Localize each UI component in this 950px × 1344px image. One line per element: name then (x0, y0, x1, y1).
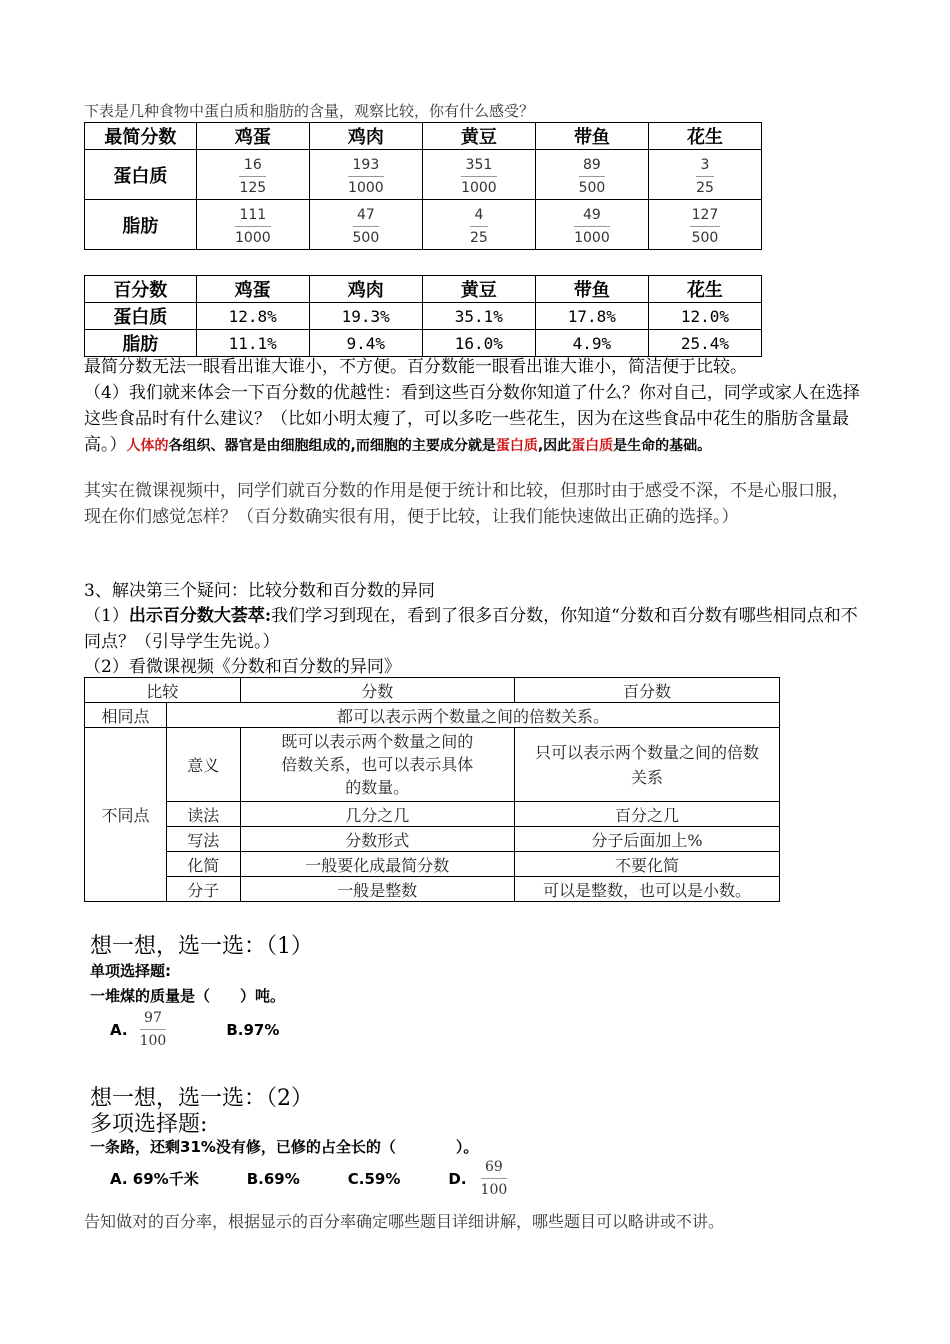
table-row (85, 877, 780, 902)
numerator: 16 (243, 157, 262, 173)
fraction-table-header (85, 123, 762, 150)
option-a-label[interactable]: A. (110, 1020, 128, 1039)
percent-cell: 不要化简 (515, 852, 780, 877)
denominator: 100 (139, 1033, 167, 1049)
question-1-options (110, 1011, 279, 1048)
table-row (85, 728, 780, 802)
table-row (85, 330, 762, 357)
advantage-paragraph (84, 380, 864, 459)
denominator: 1000 (235, 230, 271, 246)
fraction-cell: 分数形式 (240, 827, 515, 852)
header-cell: 黄豆 (422, 276, 535, 303)
row-label: 脂肪 (85, 200, 197, 250)
aspect-cell: 写法 (167, 827, 241, 852)
table-row (85, 852, 780, 877)
denominator: 25 (696, 180, 714, 196)
percent-cell: 16.0% (422, 330, 535, 357)
header-cell: 花生 (648, 123, 761, 150)
option-b[interactable]: B.97% (226, 1020, 280, 1039)
fraction-cell (309, 150, 422, 200)
section-3-title: 3、解决第三个疑问：比较分数和百分数的异同 (84, 581, 435, 601)
fraction-cell (196, 150, 309, 200)
numerator: 69 (485, 1159, 503, 1175)
denominator: 1000 (348, 180, 384, 196)
numerator: 351 (465, 157, 493, 173)
percent-table (84, 275, 762, 357)
percent-cell: 9.4% (309, 330, 422, 357)
numerator: 47 (356, 207, 375, 223)
denominator: 1000 (461, 180, 497, 196)
row-label: 蛋白质 (85, 150, 197, 200)
percent-cell: 可以是整数，也可以是小数。 (515, 877, 780, 902)
option-a[interactable]: A. 69%千米 (110, 1170, 199, 1188)
fraction-cell (196, 200, 309, 250)
numerator: 3 (700, 157, 710, 173)
section-3-step-1 (84, 603, 864, 655)
numerator: 49 (583, 207, 601, 223)
numerator: 127 (691, 207, 719, 223)
percent-cell: 19.3% (309, 303, 422, 330)
fraction-cell (422, 200, 535, 250)
fraction-cell (535, 200, 648, 250)
option-d-label[interactable]: D. (448, 1169, 467, 1188)
percent-cell: 4.9% (535, 330, 648, 357)
fraction-table (84, 122, 762, 250)
percent-cell: 分子后面加上% (515, 827, 780, 852)
aspect-cell: 化简 (167, 852, 241, 877)
intro-text: 下表是几种食物中蛋白质和脂肪的含量，观察比较，你有什么感受？ (84, 102, 535, 120)
advantage-text: （4）我们就来体会一下百分数的优越性：看到这些百分数你知道了什么？你对自己，同学或家人在选择这些食品时有什么建议？（比如小明太瘦了，可以多吃一些花生，因为在这些食品中花生的脂肪含量最高。） (84, 383, 860, 455)
numerator: 89 (583, 157, 601, 173)
question-2-options (110, 1160, 507, 1197)
comparison-paragraph: 最简分数无法一眼看出谁大谁小，不方便。百分数能一眼看出谁大谁小，简洁便于比较。 (84, 357, 747, 377)
fraction-cell (648, 200, 761, 250)
row-label: 脂肪 (85, 330, 197, 357)
header-cell: 百分数 (85, 276, 197, 303)
table-row (85, 827, 780, 852)
denominator: 25 (469, 230, 488, 246)
reflection-paragraph: 其实在微课视频中，同学们就百分数的作用是便于统计和比较，但那时由于感受不深，不是心服口服，现在你们感觉怎样？（百分数确实很有用，便于比较，让我们能快速做出正确的选择。） (84, 481, 849, 527)
highlight-text: 蛋白质 (495, 438, 538, 454)
question-1-heading: 想一想，选一选：（1） (90, 934, 313, 959)
bold-text: ,因此 (537, 438, 572, 454)
aspect-cell: 分子 (167, 877, 241, 902)
bold-text: 各组织、器官是由细胞组成的,而细胞的主要成分就是 (168, 438, 496, 454)
table-row (85, 802, 780, 827)
numerator: 193 (352, 157, 380, 173)
row-label: 相同点 (85, 703, 167, 728)
fraction-cell: 几分之几 (240, 802, 515, 827)
table-row (85, 703, 780, 728)
table-row (85, 200, 762, 250)
highlight-text: 人体的 (126, 438, 169, 454)
comparison-table (84, 677, 780, 902)
header-cell: 最简分数 (85, 123, 197, 150)
aspect-cell: 意义 (167, 728, 241, 802)
step-text: 我们学习到现在，看到了很多百分数，你知道“分数和百分数有哪些相同点和不同点？（引导学生先说。） (84, 606, 858, 652)
header-cell: 鸡蛋 (196, 123, 309, 150)
bold-text: 是生命的基础。 (613, 438, 712, 454)
header-cell: 带鱼 (535, 123, 648, 150)
header-cell: 鸡蛋 (196, 276, 309, 303)
section-3-step-2: （2）看微课视频《分数和百分数的异同》 (84, 657, 401, 677)
same-point-cell: 都可以表示两个数量之间的倍数关系。 (167, 703, 780, 728)
percent-table-header (85, 276, 762, 303)
question-2-text: 一条路，还剩31%没有修，已修的占全长的（ ）。 (90, 1138, 479, 1156)
denominator: 500 (352, 230, 380, 246)
denominator: 500 (578, 180, 606, 196)
header-cell: 花生 (648, 276, 761, 303)
denominator: 500 (691, 230, 719, 246)
step-prefix: （1） (84, 606, 129, 626)
header-cell: 鸡肉 (309, 276, 422, 303)
header-cell: 比较 (85, 678, 241, 703)
option-d-fraction[interactable] (481, 1160, 508, 1197)
percent-cell: 25.4% (648, 330, 761, 357)
percent-cell: 17.8% (535, 303, 648, 330)
denominator: 1000 (574, 230, 610, 246)
row-label: 蛋白质 (85, 303, 197, 330)
numerator: 97 (144, 1010, 162, 1026)
header-cell: 黄豆 (422, 123, 535, 150)
question-2-type: 多项选择题: (90, 1112, 208, 1137)
numerator: 111 (239, 207, 267, 223)
step-bold: 出示百分数大荟萃: (128, 606, 272, 626)
question-2-heading: 想一想，选一选：（2） (90, 1086, 313, 1111)
fraction-cell: 既可以表示两个数量之间的倍数关系，也可以表示具体的数量。 (240, 728, 515, 802)
fraction-cell (309, 200, 422, 250)
header-cell: 百分数 (515, 678, 780, 703)
closing-text: 告知做对的百分率，根据显示的百分率确定哪些题目详细讲解，哪些题目可以略讲或不讲。 (84, 1212, 725, 1231)
header-cell: 鸡肉 (309, 123, 422, 150)
percent-cell: 12.8% (196, 303, 309, 330)
option-c[interactable]: C.59% (347, 1169, 401, 1188)
question-1-type: 单项选择题: (90, 962, 171, 980)
option-a-fraction[interactable] (140, 1011, 167, 1048)
highlight-text: 蛋白质 (571, 438, 614, 454)
fraction-cell (535, 150, 648, 200)
percent-cell: 12.0% (648, 303, 761, 330)
denominator: 100 (480, 1182, 508, 1198)
header-cell: 带鱼 (535, 276, 648, 303)
denominator: 125 (239, 180, 267, 196)
percent-cell: 百分之几 (515, 802, 780, 827)
aspect-cell: 读法 (167, 802, 241, 827)
numerator: 4 (474, 207, 484, 223)
table-row (85, 150, 762, 200)
fraction-cell (648, 150, 761, 200)
percent-cell: 11.1% (196, 330, 309, 357)
percent-cell: 只可以表示两个数量之间的倍数关系 (515, 728, 780, 802)
percent-cell: 35.1% (422, 303, 535, 330)
row-label: 不同点 (85, 728, 167, 902)
fraction-cell (422, 150, 535, 200)
fraction-cell: 一般要化成最简分数 (240, 852, 515, 877)
fraction-cell: 一般是整数 (240, 877, 515, 902)
header-cell: 分数 (240, 678, 515, 703)
table-row (85, 303, 762, 330)
question-1-text: 一堆煤的质量是（ ）吨。 (90, 987, 286, 1005)
option-b[interactable]: B.69% (246, 1169, 300, 1188)
comparison-table-header (85, 678, 780, 703)
